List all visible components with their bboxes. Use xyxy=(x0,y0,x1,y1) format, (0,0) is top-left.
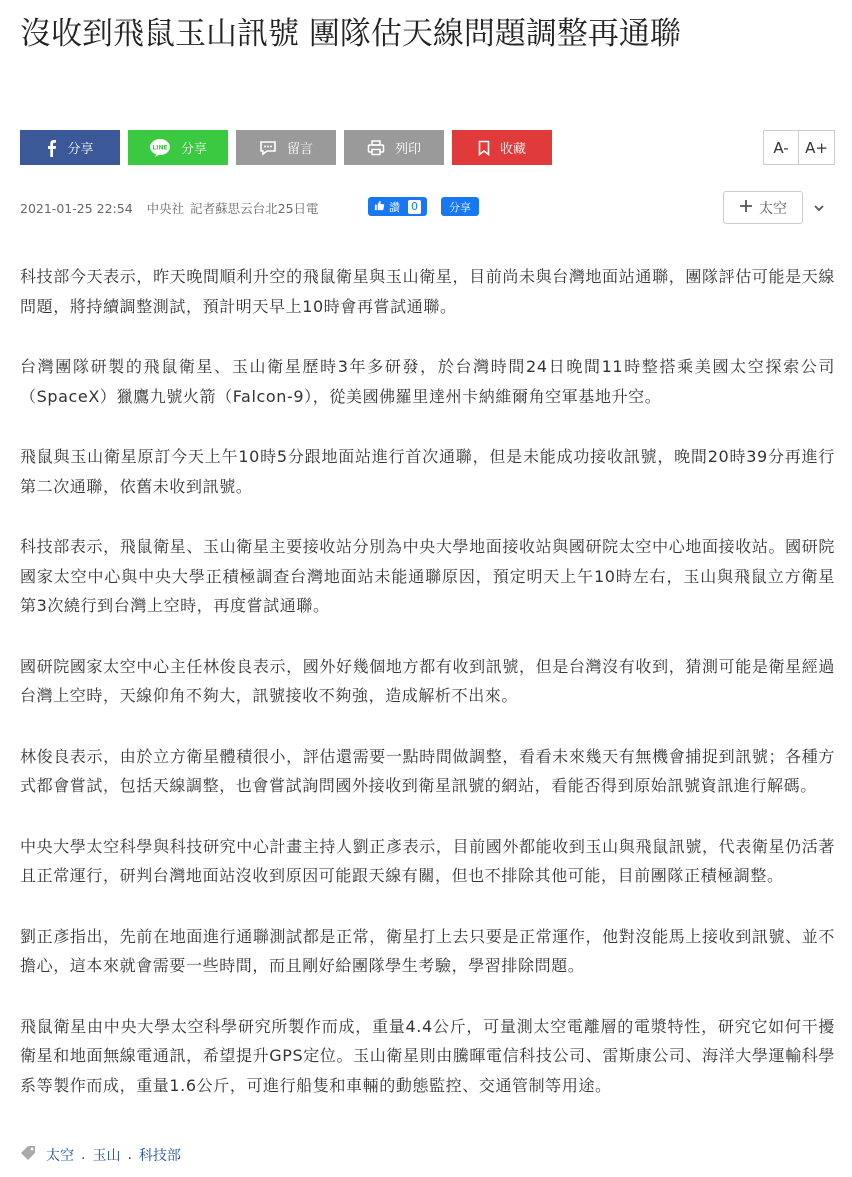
news-source: 中央社 xyxy=(146,201,185,216)
facebook-plugin-share-button[interactable]: 分享 xyxy=(441,197,479,216)
svg-text:LINE: LINE xyxy=(152,144,168,151)
thumbs-up-icon xyxy=(374,200,385,214)
article-paragraph: 林俊良表示，由於立方衛星體積很小，評估還需要一點時間做調整，看看未來幾天有無機會捕捉到訊號；各種方式都會嘗試，包括天線調整，也會嘗試詢問國外接收到衛星訊號的網站，看能否得到原始訊號資訊進行解碼。 xyxy=(20,746,835,795)
tag-link[interactable]: 科技部 xyxy=(138,1148,181,1164)
article-paragraph: 台灣團隊研製的飛鼠衛星、玉山衛星歷時3年多研發，於台灣時間24日晚間11時整搭乘美國太空探索公司（SpaceX）獵鷹九號火箭（Falcon-9），從美國佛羅里達州卡納維爾角空軍基地升空。 xyxy=(20,357,835,406)
facebook-share-label: 分享 xyxy=(67,142,94,157)
bookmark-button[interactable] xyxy=(452,130,552,165)
font-larger-button[interactable]: A+ xyxy=(799,130,835,165)
comment-label: 留言 xyxy=(286,142,313,157)
topic-label: 太空 xyxy=(759,200,787,217)
print-label: 列印 xyxy=(394,142,421,157)
tag-link[interactable]: 玉山 xyxy=(92,1148,121,1164)
font-smaller-button[interactable]: A- xyxy=(763,130,799,165)
tag-link[interactable]: 太空 xyxy=(46,1148,74,1164)
bookmark-icon xyxy=(478,140,490,156)
article-paragraph: 科技部表示，飛鼠衛星、玉山衛星主要接收站分別為中央大學地面接收站與國研院太空中心地面接收站。國研院國家太空中心與中央大學正積極調查台灣地面站未能通聯原因，預定明天上午10時左右，玉山與飛鼠立方衛星第3次繞行到台灣上空時，再度嘗試通聯。 xyxy=(20,537,835,615)
facebook-like-button[interactable] xyxy=(368,197,427,216)
article-paragraph: 飛鼠衛星由中央大學太空科學研究所製作而成，重量4.4公斤，可量測太空電離層的電漿特性，研究它如何干擾衛星和地面無線電通訊，希望提升GPS定位。玉山衛星則由騰暉電信科技公司、雷斯康公司、海洋大學運輸科學系等製作而成，重量1.6公斤，可進行船隻和車輛的動態監控、交通管制等用途。 xyxy=(20,1016,835,1095)
article-meta xyxy=(20,199,319,217)
article-paragraph: 國研院國家太空中心主任林俊良表示，國外好幾個地方都有收到訊號，但是台灣沒有收到，猜測可能是衛星經過台灣上空時，天線仰角不夠大，訊號接收不夠強，造成解析不出來。 xyxy=(20,656,835,705)
line-icon xyxy=(149,138,171,158)
font-size-controls xyxy=(763,130,835,165)
plus-icon xyxy=(739,199,753,217)
article-paragraph: 劉正彥指出，先前在地面進行通聯測試都是正常，衛星打上去只要是正常運作，他對沒能馬上接收到訊號、並不擔心，這本來就會需要一些時間，而且剛好給團隊學生考驗，學習排除問題。 xyxy=(20,926,835,975)
comment-button[interactable] xyxy=(236,130,336,165)
publish-date: 2021-01-25 22:54 xyxy=(20,200,133,216)
chevron-down-icon xyxy=(812,200,826,219)
tag-separator: . xyxy=(81,1147,86,1163)
article-paragraph: 科技部今天表示，昨天晚間順利升空的飛鼠衛星與玉山衛星，目前尚未與台灣地面站通聯，團隊評估可能是天線問題，將持續調整測試，預計明天早上10時會再嘗試通聯。 xyxy=(20,267,835,316)
line-share-label: 分享 xyxy=(180,142,207,157)
print-icon xyxy=(367,140,385,156)
print-button[interactable] xyxy=(344,130,444,165)
bookmark-label: 收藏 xyxy=(499,142,526,157)
article-paragraph: 中央大學太空科學與科技研究中心計畫主持人劉正彥表示，目前國外都能收到玉山與飛鼠訊號，代表衛星仍活著且正常運行，研判台灣地面站沒收到原因可能跟天線有關，但也不排除其他可能，目前團隊正積極調整。 xyxy=(20,836,835,885)
comment-icon xyxy=(259,140,277,156)
tag-list xyxy=(20,1145,181,1165)
facebook-plugin xyxy=(368,197,479,216)
reporter-byline: 記者蘇思云台北25日電 xyxy=(190,201,319,216)
line-share-button[interactable] xyxy=(128,130,228,165)
share-toolbar xyxy=(20,130,552,165)
tag-icon xyxy=(20,1145,38,1165)
article-paragraph: 飛鼠與玉山衛星原訂今天上午10時5分跟地面站進行首次通聯，但是未能成功接收訊號，晚間20時39分再進行第二次通聯，依舊未收到訊號。 xyxy=(20,447,835,496)
article-body xyxy=(20,262,835,1131)
topic-dropdown-toggle[interactable] xyxy=(812,200,826,219)
facebook-share-button[interactable] xyxy=(20,130,120,165)
tag-separator: . xyxy=(127,1147,132,1163)
topic-follow-button[interactable] xyxy=(723,191,803,224)
facebook-like-label: 讚 xyxy=(389,200,400,214)
article-title: 沒收到飛鼠玉山訊號 團隊估天線問題調整再通聯 xyxy=(20,16,681,52)
facebook-icon xyxy=(46,139,57,157)
facebook-like-count: 0 xyxy=(408,200,421,214)
